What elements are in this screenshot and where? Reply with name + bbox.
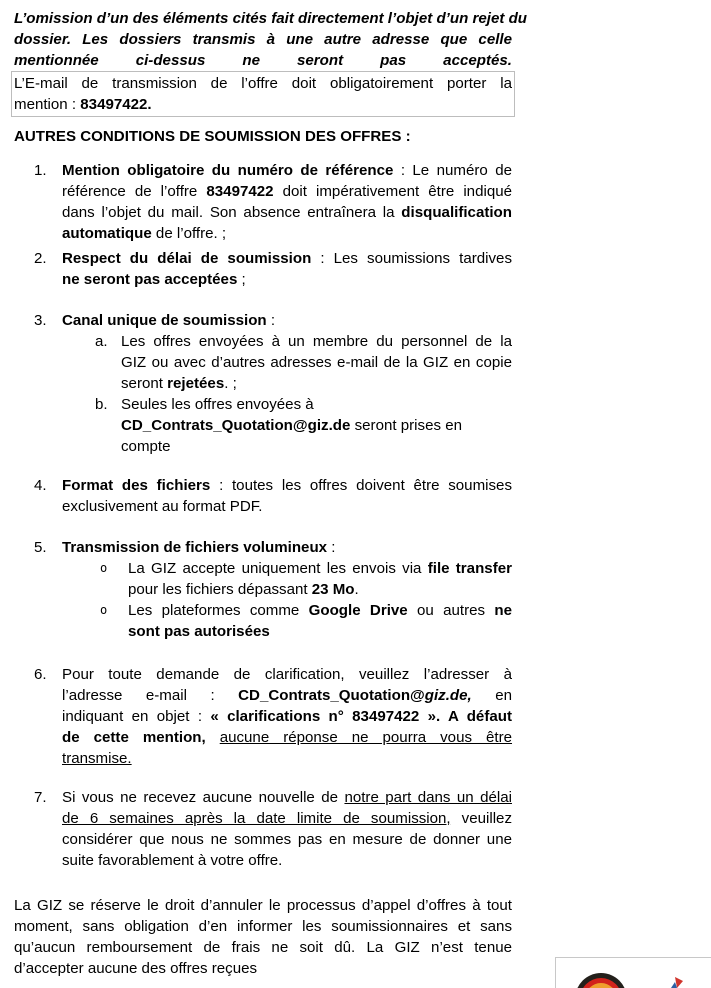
text-run: qu’aucun remboursement de frais ne soit dû. La GIZ n’est tenue: [14, 939, 512, 956]
text-run: dans l’objet du mail. Son absence entraînera la: [62, 204, 402, 221]
list-item-4: [14, 475, 512, 517]
text-run: transmise.: [62, 750, 132, 767]
text-line: [14, 895, 512, 916]
text-run: compte: [121, 438, 171, 455]
text-run: ne seront pas acceptées: [62, 271, 238, 288]
text-line: [14, 958, 512, 979]
reference-number: 83497422.: [80, 96, 152, 113]
email-address: CD_Contrats_Quotation@: [238, 687, 425, 704]
text-run: suite favorablement à votre offre.: [62, 852, 283, 869]
reference-number: 83497422: [206, 183, 274, 200]
text-run: exclusivement au format PDF.: [62, 498, 263, 515]
text-run: Si vous ne recevez aucune nouvelle de: [62, 789, 345, 806]
text-line: [62, 223, 512, 244]
text-run: Mention obligatoire du numéro de référence: [62, 162, 394, 179]
list-item-1: [14, 160, 512, 244]
sub-item-body: [121, 394, 512, 457]
text-run: moment, sans obligation d’en informer les soumissionnaires et sans: [14, 918, 512, 935]
text-line: [14, 50, 512, 71]
text-run: seront prises en: [350, 417, 462, 434]
text-line: [14, 937, 512, 958]
item-body: [62, 664, 512, 769]
email-address: CD_Contrats_Quotation@giz.de: [121, 417, 351, 434]
text-line: [62, 664, 512, 685]
text-run: Les offres envoyées à un membre du personnel de la: [121, 333, 512, 350]
sub-item-body: [128, 558, 512, 600]
text-run: sont pas autorisées: [128, 623, 270, 640]
text-run: aucune réponse ne pourra vous être: [219, 729, 513, 746]
item-number: 7.: [34, 789, 47, 806]
text-line: [62, 475, 512, 496]
text-run: pour les fichiers dépassant: [128, 581, 312, 598]
text-line: [62, 850, 512, 871]
text-run: seront: [121, 375, 168, 392]
text-line: [128, 579, 512, 600]
item-number: 2.: [34, 250, 47, 267]
sub-letter: b.: [95, 396, 108, 413]
text-line: [128, 558, 512, 579]
text-run: .: [354, 581, 359, 598]
text-run: . ;: [224, 375, 237, 392]
sub-bullet-1: [62, 558, 512, 600]
text-run: : Les soumissions tardives: [311, 250, 512, 267]
text-run: 23 Mo: [311, 581, 355, 598]
list-item-7: [14, 787, 512, 871]
text-run: référence de l’offre: [62, 183, 207, 200]
text-run: mention :: [14, 96, 81, 113]
sub-item-a: [62, 331, 512, 394]
text-run: La GIZ se réserve le droit d’annuler le processus d’appel d’offres à tout: [14, 897, 512, 914]
text-line: [62, 202, 512, 223]
text-run: disqualification: [401, 204, 512, 221]
text-line: [14, 916, 512, 937]
text-line: [62, 748, 512, 769]
text-line: [14, 8, 528, 29]
text-run: Respect du délai de soumission: [62, 250, 312, 267]
text-run: Format des fichiers: [62, 477, 211, 494]
text-run: automatique: [62, 225, 152, 242]
text-line: [62, 160, 512, 181]
item-number: 6.: [34, 666, 47, 683]
text-line: [121, 415, 512, 436]
text-run: « clarifications n° 83497422 ». A défaut: [210, 708, 512, 725]
text-run: Les plateformes comme: [128, 602, 309, 619]
text-line: [62, 787, 512, 808]
list-item-3: [14, 310, 512, 457]
item-body: [62, 160, 512, 244]
email-instruction-box: [11, 71, 515, 117]
text-run: Canal unique de soumission: [62, 312, 267, 329]
text-line: [62, 808, 512, 829]
sub-letter: a.: [95, 333, 108, 350]
text-line: [121, 352, 512, 373]
text-run: l’adresse e-mail :: [62, 687, 239, 704]
item-number: 4.: [34, 477, 47, 494]
text-run: ou autres: [407, 602, 495, 619]
list-item-5: [14, 537, 512, 642]
text-run: file transfer: [427, 560, 512, 577]
text-run: L’omission d’un des éléments cités fait directement l’objet d’un rejet du: [14, 10, 528, 27]
text-run: Pour toute demande de clarification, veuillez l’adresser à: [62, 666, 512, 683]
text-run: : toutes les offres doivent être soumises: [210, 477, 512, 494]
text-run: GIZ ou avec d’autres adresses e-mail de la GIZ en copie: [121, 354, 512, 371]
text-run: considérer que nous ne sommes pas en mesure de donner une: [62, 831, 512, 848]
sub-bullet-2: [62, 600, 512, 642]
text-run: :: [266, 312, 276, 329]
section-heading: AUTRES CONDITIONS DE SOUMISSION DES OFFRES :: [14, 128, 411, 145]
email-address: giz.de,: [424, 687, 472, 704]
text-line: [62, 248, 512, 269]
text-line: [62, 829, 512, 850]
text-line: [62, 310, 512, 331]
text-line: [128, 621, 512, 642]
text-line: [14, 73, 512, 94]
item-body: [62, 787, 512, 871]
text-run: indiquant en objet :: [62, 708, 211, 725]
text-line: [62, 685, 512, 706]
item-body: [62, 310, 512, 457]
item-body: [62, 475, 512, 517]
text-line: [62, 269, 512, 290]
text-line: [121, 436, 512, 457]
text-run: :: [327, 539, 336, 556]
text-run: rejetées: [167, 375, 225, 392]
text-run: de cette mention,: [62, 729, 220, 746]
text-run: Transmission de fichiers volumineux: [62, 539, 328, 556]
text-line: [121, 331, 512, 352]
text-run: ne: [494, 602, 512, 619]
text-line: [14, 94, 512, 115]
text-line: [62, 181, 512, 202]
item-number: 1.: [34, 162, 47, 179]
text-line: [62, 496, 512, 517]
bullet-marker: o: [100, 561, 108, 575]
sub-item-b: [62, 394, 512, 457]
sub-item-body: [128, 600, 512, 642]
text-line: [14, 29, 512, 50]
text-line: [128, 600, 512, 621]
text-run: de l’offre. ;: [151, 225, 227, 242]
text-line: [62, 706, 512, 727]
text-run: d’accepter aucune des offres reçues: [14, 960, 258, 977]
text-run: dossier. Les dossiers transmis à une autre adresse que celle: [14, 31, 512, 48]
logo-mark-icon: [670, 977, 684, 988]
sub-item-body: [121, 331, 512, 394]
text-run: doit impérativement être indiqué: [273, 183, 512, 200]
text-run: Seules les offres envoyées à: [121, 396, 314, 413]
text-line: [62, 727, 512, 748]
text-run: ;: [237, 271, 246, 288]
intro-paragraph: [14, 8, 528, 71]
text-run: notre part dans un délai: [344, 789, 512, 806]
item-body: [62, 537, 512, 642]
text-run: : Le numéro de: [393, 162, 512, 179]
bullet-marker: o: [100, 603, 108, 617]
text-line: [121, 373, 512, 394]
text-line: [121, 394, 512, 415]
text-run: en: [471, 687, 513, 704]
item-number: 5.: [34, 539, 47, 556]
item-body: [62, 248, 512, 290]
text-line: [62, 537, 512, 558]
partner-logo-box: [555, 957, 711, 988]
text-run: La GIZ accepte uniquement les envois via: [128, 560, 428, 577]
list-item-6: [14, 664, 512, 769]
item-number: 3.: [34, 312, 47, 329]
text-run: L’E-mail de transmission de l’offre doit obligatoirement porter la: [14, 75, 512, 92]
text-run: veuillez: [450, 810, 512, 827]
list-item-2: [14, 248, 512, 290]
text-run: Google Drive: [308, 602, 408, 619]
document-body: [14, 8, 528, 979]
text-run: de 6 semaines après la date limite de soumission,: [62, 810, 451, 827]
text-run: mentionnée ci-dessus ne seront pas acceptés.: [14, 52, 512, 69]
closing-paragraph: [14, 895, 512, 979]
